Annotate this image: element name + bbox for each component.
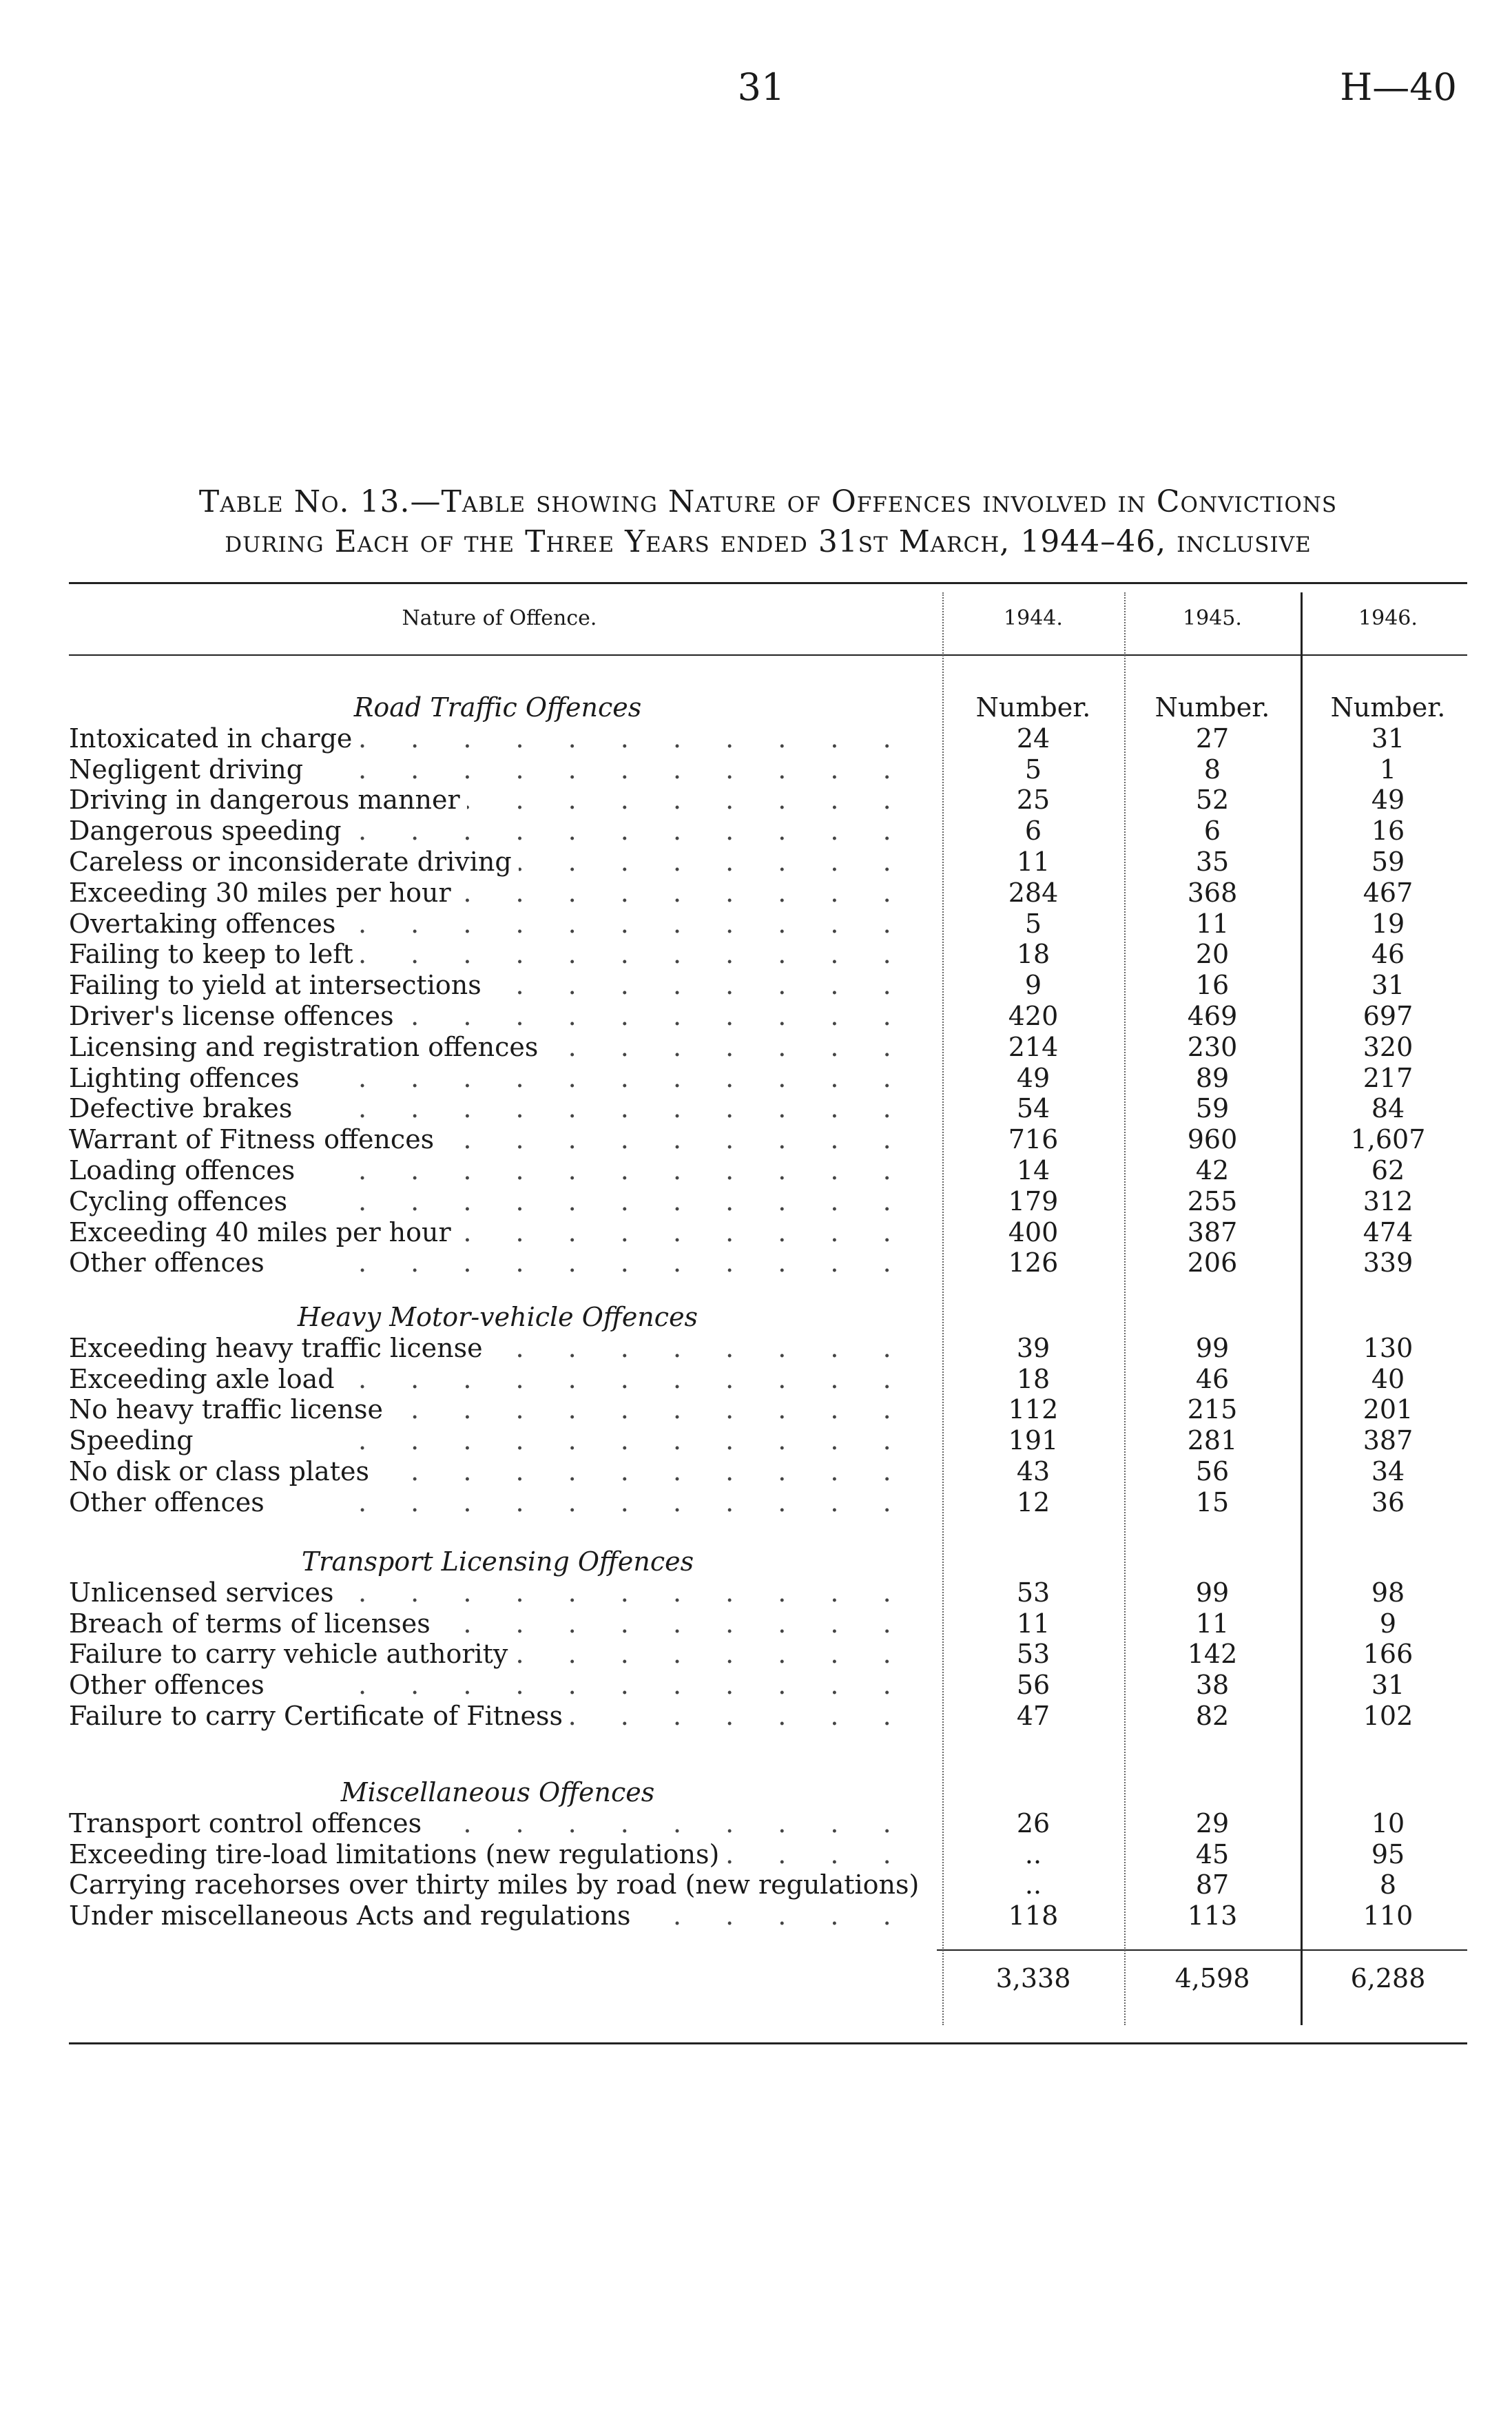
offence-label-text: Failure to carry Certificate of Fitness xyxy=(69,1701,570,1731)
value-1945: 8 xyxy=(1203,754,1221,785)
value-1945: 29 xyxy=(1195,1807,1230,1838)
total-1945: 4,598 xyxy=(1174,1963,1250,1993)
value-1946: 95 xyxy=(1371,1838,1405,1869)
table-row xyxy=(69,878,1474,908)
offence-label xyxy=(69,1032,930,1062)
total-1946: 6,288 xyxy=(1350,1963,1426,1993)
value-1945: 11 xyxy=(1195,1608,1230,1639)
value-1946: 697 xyxy=(1363,1001,1413,1031)
value-1944: 118 xyxy=(1008,1900,1059,1931)
value-1944: 9 xyxy=(1024,970,1042,1001)
offence-label xyxy=(69,754,930,785)
value-1946: 10 xyxy=(1371,1807,1405,1838)
table-row xyxy=(69,1487,1474,1517)
offence-label-text: Driving in dangerous manner xyxy=(69,785,467,815)
value-1944: 5 xyxy=(1024,908,1042,939)
offence-label xyxy=(69,1701,930,1731)
value-1944: 26 xyxy=(1016,1807,1050,1838)
table-row xyxy=(69,1577,1474,1608)
offence-label xyxy=(69,1364,930,1394)
value-1945: 16 xyxy=(1195,970,1230,1001)
value-1946: 31 xyxy=(1371,1670,1405,1701)
offence-label xyxy=(69,878,930,908)
offence-label-text: Cycling offences xyxy=(69,1186,294,1216)
value-1945: 89 xyxy=(1195,1062,1230,1093)
table-row xyxy=(69,1217,1474,1247)
header-1944: 1944. xyxy=(1004,606,1063,630)
top-rule xyxy=(69,582,1467,584)
offence-label xyxy=(69,1155,930,1185)
offence-label xyxy=(69,970,930,1000)
value-1944: 112 xyxy=(1008,1394,1059,1425)
offence-label xyxy=(69,1093,930,1123)
table-row xyxy=(69,1639,1474,1669)
offence-label-text: Other offences xyxy=(69,1247,271,1278)
value-1944: 179 xyxy=(1008,1185,1059,1216)
value-1945: 59 xyxy=(1195,1093,1230,1124)
value-1946: 19 xyxy=(1371,908,1405,939)
offence-label-text: Under miscellaneous Acts and regulations xyxy=(69,1900,638,1931)
value-1944: 43 xyxy=(1016,1456,1050,1486)
table-row xyxy=(69,1001,1474,1031)
header-1946: 1946. xyxy=(1358,606,1418,630)
offence-label xyxy=(69,1217,930,1247)
table-row xyxy=(69,816,1474,846)
offence-label-text: Other offences xyxy=(69,1670,271,1700)
table-row xyxy=(69,1839,1474,1869)
total-1944: 3,338 xyxy=(995,1963,1071,1993)
offence-label xyxy=(69,1063,930,1093)
value-1946: 49 xyxy=(1371,785,1405,816)
offence-label-text: Carrying racehorses over thirty miles by road (new regulations) xyxy=(69,1869,926,1900)
value-1944: 18 xyxy=(1016,1363,1050,1394)
value-1944: 284 xyxy=(1008,877,1059,908)
value-1944: .. xyxy=(1024,1838,1042,1869)
value-1945: 15 xyxy=(1195,1486,1230,1517)
offence-label-text: Licensing and registration offences xyxy=(69,1032,545,1062)
offence-label xyxy=(69,785,930,815)
value-1946: 31 xyxy=(1371,970,1405,1001)
value-1945: 215 xyxy=(1187,1394,1238,1425)
value-1945: 46 xyxy=(1195,1363,1230,1394)
value-1946: 387 xyxy=(1363,1425,1413,1456)
value-1946: 62 xyxy=(1371,1155,1405,1185)
offence-label-text: Failure to carry vehicle authority xyxy=(69,1639,515,1669)
value-1944: 420 xyxy=(1008,1001,1059,1031)
value-1946: 46 xyxy=(1371,939,1405,970)
value-1945: 368 xyxy=(1187,877,1238,908)
value-1944: 54 xyxy=(1016,1093,1050,1124)
table-row xyxy=(69,723,1474,754)
table-row xyxy=(69,1124,1474,1154)
offence-label xyxy=(69,1869,930,1900)
unit-1945: Number. xyxy=(1154,692,1270,723)
value-1945: 27 xyxy=(1195,723,1230,754)
offence-label xyxy=(69,723,930,754)
value-1946: 9 xyxy=(1379,1608,1397,1639)
offence-label xyxy=(69,1808,930,1838)
offence-label xyxy=(69,1333,930,1363)
value-1945: 6 xyxy=(1203,816,1221,847)
offence-label-text: Overtaking offences xyxy=(69,909,342,939)
value-1945: 281 xyxy=(1187,1425,1238,1456)
value-1944: 11 xyxy=(1016,1608,1050,1639)
value-1945: 38 xyxy=(1195,1670,1230,1701)
offence-label-text: Loading offences xyxy=(69,1155,302,1185)
value-1945: 82 xyxy=(1195,1701,1230,1731)
value-1946: 40 xyxy=(1371,1363,1405,1394)
value-1946: 31 xyxy=(1371,723,1405,754)
header-1945: 1945. xyxy=(1183,606,1242,630)
value-1945: 56 xyxy=(1195,1456,1230,1486)
offence-label-text: Intoxicated in charge xyxy=(69,723,359,754)
value-1944: 18 xyxy=(1016,939,1050,970)
offence-label-text: Exceeding 30 miles per hour xyxy=(69,878,458,908)
table-row xyxy=(69,1364,1474,1394)
table-title-line-1: Table No. 13.—Table showing Nature of Offences involved in Convictions xyxy=(198,484,1338,519)
value-1945: 20 xyxy=(1195,939,1230,970)
value-1946: 1,607 xyxy=(1350,1124,1426,1155)
offence-label xyxy=(69,1900,930,1931)
value-1945: 960 xyxy=(1187,1124,1238,1155)
offence-label-text: Exceeding axle load xyxy=(69,1364,342,1394)
table-row xyxy=(69,1670,1474,1700)
value-1944: 53 xyxy=(1016,1639,1050,1670)
value-1946: 98 xyxy=(1371,1577,1405,1608)
offence-label xyxy=(69,1394,930,1424)
table-title-line-2: during Each of the Three Years ended 31st March, 1944–46, inclusive xyxy=(225,524,1312,559)
offence-label-text: Defective brakes xyxy=(69,1093,299,1123)
section-title: Miscellaneous Offences xyxy=(340,1777,655,1807)
offence-label-text: Lighting offences xyxy=(69,1063,307,1093)
table-row xyxy=(69,1247,1474,1278)
value-1945: 99 xyxy=(1195,1332,1230,1363)
value-1946: 201 xyxy=(1363,1394,1413,1425)
table-row xyxy=(69,1869,1474,1900)
value-1946: 474 xyxy=(1363,1216,1413,1247)
offence-label-text: No disk or class plates xyxy=(69,1456,376,1486)
table-row xyxy=(69,1608,1474,1639)
section-title: Heavy Motor-vehicle Offences xyxy=(297,1302,698,1332)
table-row xyxy=(69,1186,1474,1216)
offence-label-text: Transport control offences xyxy=(69,1808,428,1838)
table-row xyxy=(69,1333,1474,1363)
value-1945: 35 xyxy=(1195,847,1230,877)
table-row xyxy=(69,785,1474,815)
offence-label xyxy=(69,1487,930,1517)
value-1945: 52 xyxy=(1195,785,1230,816)
value-1944: 191 xyxy=(1008,1425,1059,1456)
value-1946: 84 xyxy=(1371,1093,1405,1124)
offence-label xyxy=(69,1001,930,1031)
offence-label xyxy=(69,1425,930,1455)
value-1944: 5 xyxy=(1024,754,1042,785)
table-row xyxy=(69,1808,1474,1838)
value-1945: 255 xyxy=(1187,1185,1238,1216)
value-1944: 53 xyxy=(1016,1577,1050,1608)
header-nature: Nature of Offence. xyxy=(402,606,597,630)
value-1944: 400 xyxy=(1008,1216,1059,1247)
offence-label-text: Failing to keep to left xyxy=(69,939,360,969)
offence-label xyxy=(69,909,930,939)
offence-label-text: Exceeding 40 miles per hour xyxy=(69,1217,458,1247)
offence-label xyxy=(69,1639,930,1669)
value-1944: .. xyxy=(1024,1869,1042,1900)
page-reference: H—40 xyxy=(1340,65,1457,109)
offence-label-text: Breach of terms of licenses xyxy=(69,1608,437,1639)
table-row xyxy=(69,1456,1474,1486)
offence-label-text: Exceeding tire-load limitations (new regulations) xyxy=(69,1839,726,1869)
value-1944: 39 xyxy=(1016,1332,1050,1363)
table-row xyxy=(69,1425,1474,1455)
value-1945: 469 xyxy=(1187,1001,1238,1031)
offence-label-text: Failing to yield at intersections xyxy=(69,970,488,1000)
offence-label xyxy=(69,1608,930,1639)
value-1946: 16 xyxy=(1371,816,1405,847)
value-1945: 113 xyxy=(1187,1900,1238,1931)
bottom-rule xyxy=(69,2042,1467,2044)
offence-label-text: Other offences xyxy=(69,1487,271,1517)
header-rule xyxy=(69,654,1467,656)
table-row xyxy=(69,970,1474,1000)
value-1946: 467 xyxy=(1363,877,1413,908)
offence-label xyxy=(69,939,930,969)
offence-label xyxy=(69,1670,930,1700)
offence-label-text: Warrant of Fitness offences xyxy=(69,1124,441,1154)
value-1945: 11 xyxy=(1195,908,1230,939)
unit-1944: Number. xyxy=(975,692,1091,723)
value-1945: 87 xyxy=(1195,1869,1230,1900)
value-1946: 166 xyxy=(1363,1639,1413,1670)
table-row xyxy=(69,1701,1474,1731)
section-title: Transport Licensing Offences xyxy=(301,1546,694,1577)
value-1945: 206 xyxy=(1187,1247,1238,1278)
value-1944: 24 xyxy=(1016,723,1050,754)
offence-label xyxy=(69,1124,930,1154)
offence-label xyxy=(69,1186,930,1216)
value-1945: 99 xyxy=(1195,1577,1230,1608)
value-1946: 339 xyxy=(1363,1247,1413,1278)
offence-label xyxy=(69,1456,930,1486)
total-rule xyxy=(937,1949,1467,1951)
table-title xyxy=(69,482,1467,562)
value-1944: 56 xyxy=(1016,1670,1050,1701)
value-1946: 102 xyxy=(1363,1701,1413,1731)
value-1946: 320 xyxy=(1363,1031,1413,1062)
offence-label-text: No heavy traffic license xyxy=(69,1394,390,1424)
offence-label-text: Exceeding heavy traffic license xyxy=(69,1333,490,1363)
table-row xyxy=(69,909,1474,939)
offence-label xyxy=(69,847,930,877)
value-1945: 230 xyxy=(1187,1031,1238,1062)
value-1946: 217 xyxy=(1363,1062,1413,1093)
value-1946: 36 xyxy=(1371,1486,1405,1517)
offence-label-text: Speeding xyxy=(69,1425,200,1455)
table-row xyxy=(69,754,1474,785)
value-1945: 42 xyxy=(1195,1155,1230,1185)
value-1946: 1 xyxy=(1379,754,1397,785)
value-1946: 59 xyxy=(1371,847,1405,877)
value-1944: 47 xyxy=(1016,1701,1050,1731)
value-1945: 45 xyxy=(1195,1838,1230,1869)
value-1946: 8 xyxy=(1379,1869,1397,1900)
table-row xyxy=(69,1063,1474,1093)
section-title: Road Traffic Offences xyxy=(353,692,642,723)
value-1944: 6 xyxy=(1024,816,1042,847)
offence-label-text: Careless or inconsiderate driving xyxy=(69,847,519,877)
table-row xyxy=(69,1032,1474,1062)
offence-label-text: Unlicensed services xyxy=(69,1577,341,1608)
value-1944: 214 xyxy=(1008,1031,1059,1062)
offence-label-text: Dangerous speeding xyxy=(69,816,349,846)
offence-label xyxy=(69,1247,930,1278)
value-1946: 312 xyxy=(1363,1185,1413,1216)
value-1944: 14 xyxy=(1016,1155,1050,1185)
offence-label-text: Driver's license offences xyxy=(69,1001,401,1031)
value-1946: 130 xyxy=(1363,1332,1413,1363)
value-1945: 387 xyxy=(1187,1216,1238,1247)
table-row xyxy=(69,1900,1474,1931)
table-row xyxy=(69,939,1474,969)
value-1946: 34 xyxy=(1371,1456,1405,1486)
offence-label xyxy=(69,1577,930,1608)
value-1944: 716 xyxy=(1008,1124,1059,1155)
offence-label xyxy=(69,1839,930,1869)
value-1944: 12 xyxy=(1016,1486,1050,1517)
value-1946: 110 xyxy=(1363,1900,1413,1931)
value-1945: 142 xyxy=(1187,1639,1238,1670)
value-1944: 25 xyxy=(1016,785,1050,816)
offence-label-text: Negligent driving xyxy=(69,754,310,785)
table-row xyxy=(69,1155,1474,1185)
value-1944: 126 xyxy=(1008,1247,1059,1278)
table-row xyxy=(69,1394,1474,1424)
page-number: 31 xyxy=(737,65,785,109)
value-1944: 49 xyxy=(1016,1062,1050,1093)
table-row xyxy=(69,1093,1474,1123)
table-row xyxy=(69,847,1474,877)
value-1944: 11 xyxy=(1016,847,1050,877)
offence-label xyxy=(69,816,930,846)
unit-1946: Number. xyxy=(1330,692,1446,723)
